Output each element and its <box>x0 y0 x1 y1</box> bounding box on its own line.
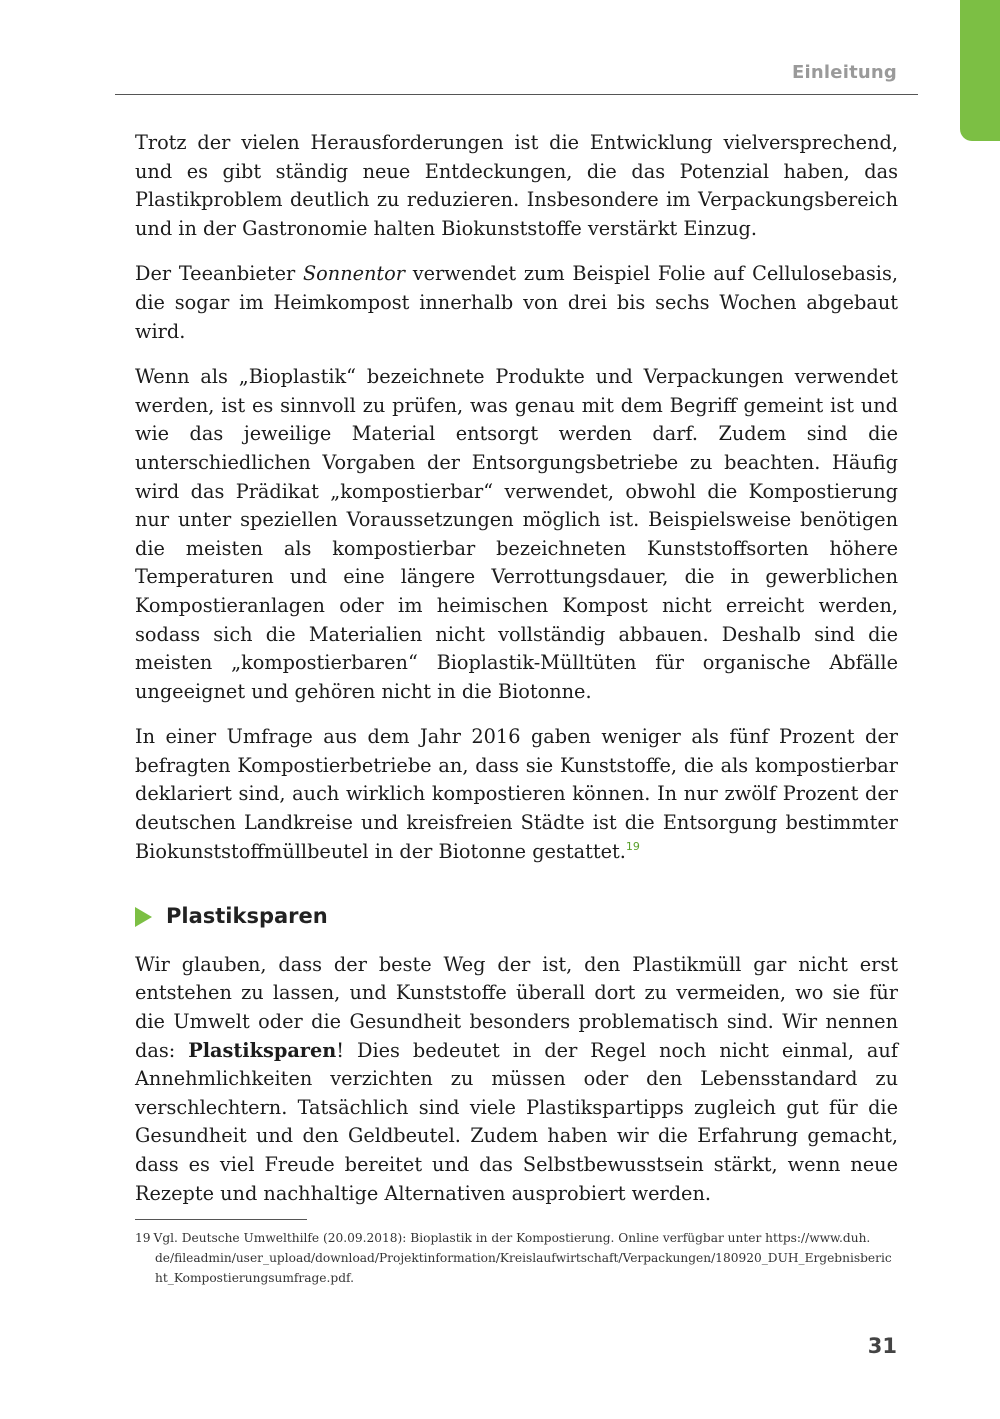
footnote-number: 19 <box>135 1231 151 1245</box>
footnote-reference-19[interactable]: 19 <box>625 839 640 853</box>
chapter-thumb-tab <box>960 0 1000 141</box>
section-heading <box>135 902 898 931</box>
section-title: Plastiksparen <box>166 904 328 929</box>
paragraph-5 <box>135 951 898 1208</box>
page-number: 31 <box>867 1334 897 1358</box>
paragraph-5-after: ! Dies bedeutet in der Regel noch nicht einmal, auf Annehmlichkeiten verzichten zu müssen oder den Lebensstandard zu verschlechtern. Tatsächlich sind viele Plastikspartipps zugleich gut für die Gesundheit und den Geldbeutel. Zudem haben wir die Erfahrung gemacht, dass es viel Freude bereitet und das Selbstbewusstsein stärkt, wenn neue Rezepte und nachhaltige Alternativen ausprobiert werden. <box>135 1038 898 1205</box>
footnote-19 <box>135 1228 898 1288</box>
paragraph-2-before: Der Teeanbieter <box>135 262 303 286</box>
paragraph-3: Wenn als „Bioplastik“ bezeichnete Produkte und Verpackungen verwendet werden, ist es sinnvoll zu prüfen, was genau mit dem Begriff gemeint ist und wie das jeweilige Material entsorgt werden darf. Zudem sind die unterschiedlichen Vorgaben der Entsorgungsbetriebe zu beachten. Häufig wird das Prädikat „kompostierbar“ verwendet, obwohl die Kompostierung nur unter speziellen Voraussetzungen möglich ist. Beispielsweise benötigen die meisten als kompostierbar bezeichneten Kunststoffsorten höhere Temperaturen und eine längere Verrottungsdauer, die in gewerblichen Kompostieranlagen oder im heimischen Kompost nicht erreicht werden, sodass sich die Materialien nicht vollständig abbauen. Deshalb sind die meisten „kompostierbaren“ Bioplastik-Mülltüten für organische Abfälle ungeeignet und gehören nicht in die Biotonne. <box>135 365 898 703</box>
main-text <box>135 129 898 1225</box>
paragraph-1: Trotz der vielen Herausforderungen ist die Entwicklung vielversprechend, und es gibt ständig neue Entdeckungen, die das Potenzial haben, das Plastikproblem deutlich zu reduzieren. Insbesondere im Verpackungsbereich und in der Gastronomie halten Biokunststoffe verstärkt Einzug. <box>135 131 898 240</box>
footnote-text-line-1: Vgl. Deutsche Umwelthilfe (20.09.2018): Bioplastik in der Kompostierung. Online verfügbar unter https://www.duh. <box>153 1231 871 1245</box>
paragraph-4 <box>135 723 898 866</box>
footnote-rule <box>135 1219 307 1220</box>
term-plastiksparen: Plastiksparen <box>188 1038 337 1062</box>
triangle-bullet-icon <box>135 907 152 927</box>
footnote-url-continuation[interactable]: de/fileadmin/user_upload/download/Projektinformation/Kreislaufwirtschaft/Verpackungen/180920_DUH_Ergebnisbericht_Kompostierungsumfrage.pdf. <box>155 1251 892 1285</box>
paragraph-2-after: verwendet zum Beispiel Folie auf Cellulosebasis, die sogar im Heimkompost innerhalb von drei bis sechs Wochen abgebaut wird. <box>135 262 898 343</box>
brand-name-sonnentor: Sonnentor <box>302 262 406 286</box>
running-header-title: Einleitung <box>792 62 897 83</box>
paragraph-5-before: Wir glauben, dass der beste Weg der ist, den Plastikmüll gar nicht erst entstehen zu lassen, und Kunststoffe überall dort zu vermeiden, wo sie für die Umwelt oder die Gesundheit besonders problematisch sind. Wir nennen das: <box>135 952 898 1062</box>
paragraph-2 <box>135 260 898 346</box>
header-rule <box>115 94 918 95</box>
paragraph-4-text: In einer Umfrage aus dem Jahr 2016 gaben weniger als fünf Prozent der befragten Kompostierbetriebe an, dass sie Kunststoffe, die als kompostierbar deklariert sind, auch wirklich kompostieren können. In nur zwölf Prozent der deutschen Landkreise und kreisfreien Städte ist die Entsorgung bestimmter Biokunststoffmüllbeutel in der Biotonne gestattet. <box>135 725 898 863</box>
